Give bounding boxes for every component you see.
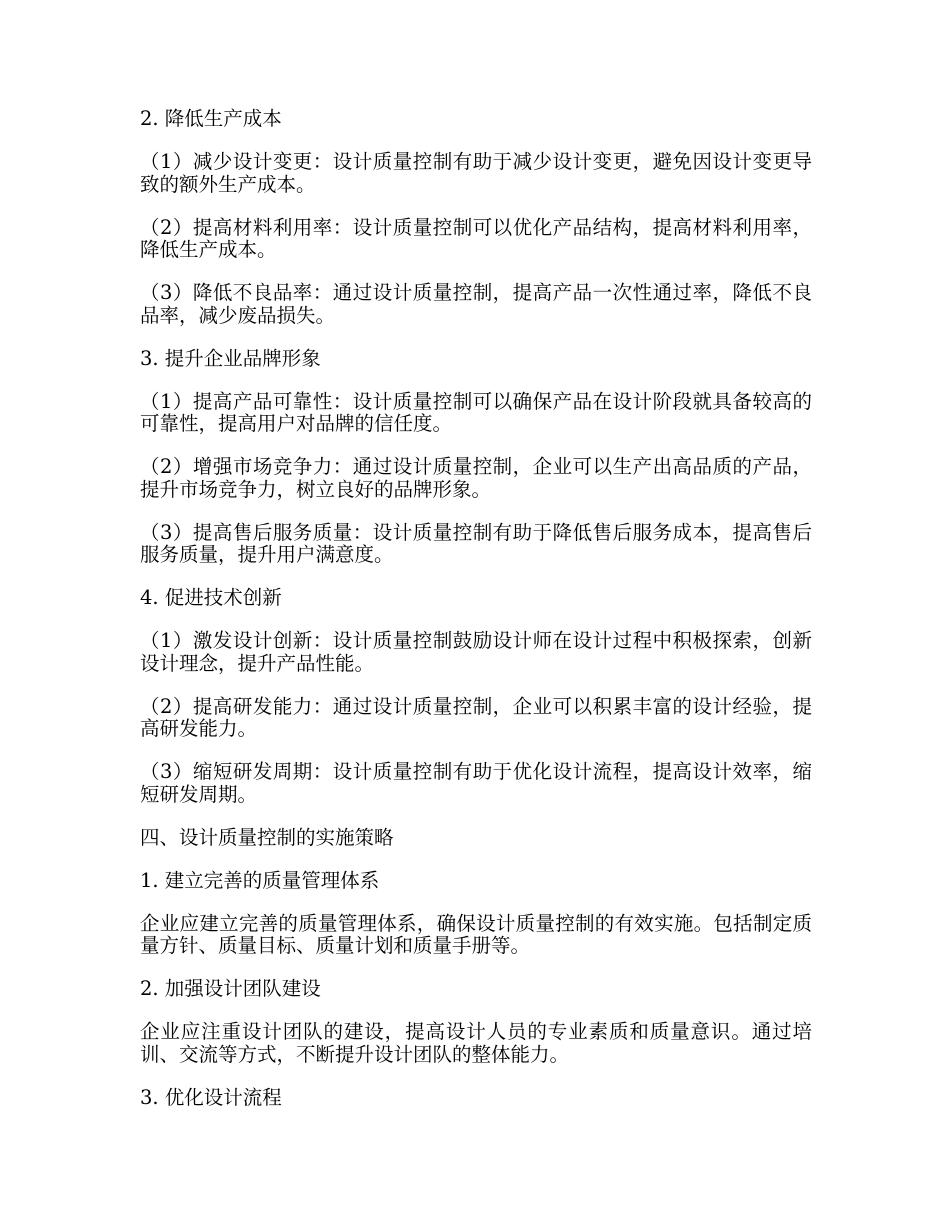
list-item: （3）缩短研发周期：设计质量控制有助于优化设计流程，提高设计效率，缩短研发周期。 <box>140 760 812 806</box>
section-heading: 2. 降低生产成本 <box>140 107 282 130</box>
list-item: （2）提高材料利用率：设计质量控制可以优化产品结构，提高材料利用率，降低生产成本。 <box>140 215 812 261</box>
body-paragraph: 企业应注重设计团队的建设，提高设计人员的专业素质和质量意识。通过培训、交流等方式，不断提升设计团队的整体能力。 <box>140 1020 812 1066</box>
section-heading: 3. 优化设计流程 <box>140 1085 282 1109</box>
list-item: （1）提高产品可靠性：设计质量控制可以确保产品在设计阶段就具备较高的可靠性，提高用户对品牌的信任度。 <box>140 389 812 435</box>
document-body <box>140 108 812 1130</box>
section-heading: 2. 加强设计团队建设 <box>140 977 321 1000</box>
list-item: （3）降低不良品率：通过设计质量控制，提高产品一次性通过率，降低不良品率，减少废品损失。 <box>140 281 812 327</box>
list-item: （2）增强市场竞争力：通过设计质量控制，企业可以生产出高品质的产品，提升市场竞争力，树立良好的品牌形象。 <box>140 455 812 501</box>
list-item: （3）提高售后服务质量：设计质量控制有助于降低售后服务成本，提高售后服务质量，提升用户满意度。 <box>140 520 812 566</box>
list-item: （1）减少设计变更：设计质量控制有助于减少设计变更，避免因设计变更导致的额外生产成本。 <box>140 150 812 196</box>
body-paragraph: 企业应建立完善的质量管理体系，确保设计质量控制的有效实施。包括制定质量方针、质量目标、质量计划和质量手册等。 <box>140 911 812 957</box>
list-item: （1）激发设计创新：设计质量控制鼓励设计师在设计过程中积极探索，创新设计理念，提升产品性能。 <box>140 629 812 675</box>
list-item: （2）提高研发能力：通过设计质量控制，企业可以积累丰富的设计经验，提高研发能力。 <box>140 694 812 740</box>
section-heading: 3. 提升企业品牌形象 <box>140 346 321 370</box>
chapter-heading: 四、设计质量控制的实施策略 <box>140 825 394 849</box>
section-heading: 1. 建立完善的质量管理体系 <box>140 868 380 892</box>
section-heading: 4. 促进技术创新 <box>140 586 282 609</box>
